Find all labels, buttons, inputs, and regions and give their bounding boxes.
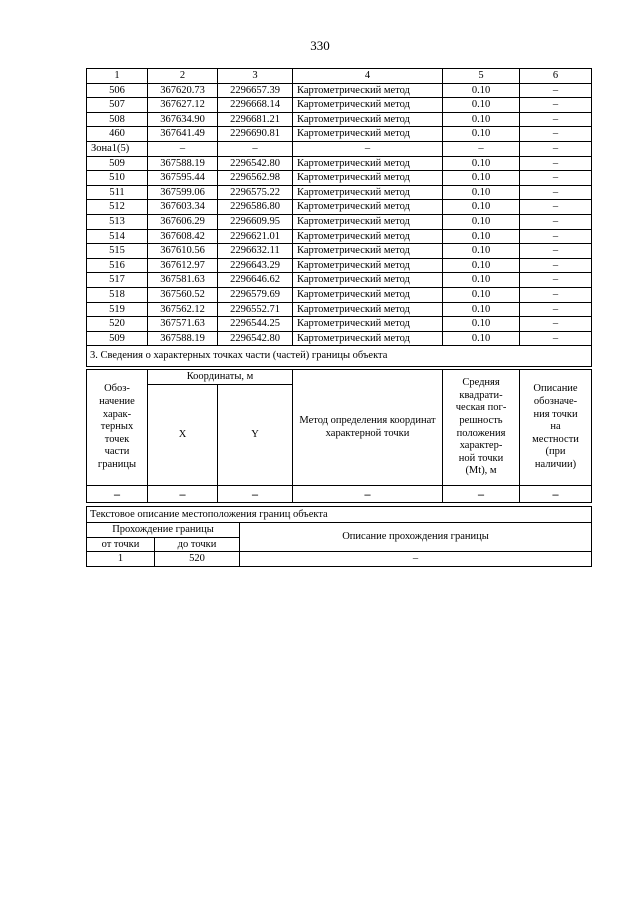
table-cell: 367588.19: [148, 156, 218, 171]
column-header: 3: [218, 69, 293, 84]
table-cell: 367620.73: [148, 83, 218, 98]
table-cell: –: [218, 486, 293, 503]
table-cell: 519: [87, 302, 148, 317]
table-cell: –: [520, 156, 592, 171]
method-header: Метод определения координат характерной точки: [293, 370, 443, 486]
table-cell: Картометрический метод: [293, 200, 443, 215]
table-cell: –: [520, 229, 592, 244]
table-row: [87, 156, 592, 171]
table-cell: Зона1(5): [87, 141, 148, 156]
table-cell: 516: [87, 258, 148, 273]
table-cell: –: [520, 141, 592, 156]
section-3-empty-row: [87, 486, 592, 503]
table-cell: 367562.12: [148, 302, 218, 317]
table-cell: 507: [87, 98, 148, 113]
table-cell: 0.10: [443, 258, 520, 273]
table-cell: –: [520, 486, 592, 503]
table-cell: 367588.19: [148, 331, 218, 346]
table-cell: 2296575.22: [218, 185, 293, 200]
table-cell: 2296690.81: [218, 127, 293, 142]
section-3-table: [86, 369, 592, 503]
table-row: [87, 273, 592, 288]
table-cell: Картометрический метод: [293, 244, 443, 259]
table-cell: 367571.63: [148, 317, 218, 332]
table-cell: 367560.52: [148, 287, 218, 302]
table-cell: 0.10: [443, 156, 520, 171]
table-cell: 367627.12: [148, 98, 218, 113]
table-header-row: [87, 69, 592, 84]
table-cell: 367581.63: [148, 273, 218, 288]
table-cell: Картометрический метод: [293, 83, 443, 98]
table-cell: –: [443, 486, 520, 503]
table-cell: 367641.49: [148, 127, 218, 142]
table-row: [87, 112, 592, 127]
table-cell: 2296544.25: [218, 317, 293, 332]
table-cell: 0.10: [443, 200, 520, 215]
table-row: [87, 83, 592, 98]
table-cell: Картометрический метод: [293, 214, 443, 229]
table-row: [87, 141, 592, 156]
table-cell: 518: [87, 287, 148, 302]
page-number: 330: [310, 38, 330, 53]
column-header: 1: [87, 69, 148, 84]
table-cell: –: [520, 200, 592, 215]
table-row: [87, 127, 592, 142]
table-cell: –: [520, 171, 592, 186]
column-header: 6: [520, 69, 592, 84]
table-cell: 0.10: [443, 185, 520, 200]
table-row: [87, 200, 592, 215]
table-cell: 510: [87, 171, 148, 186]
table-cell: –: [520, 331, 592, 346]
table-cell: 520: [87, 317, 148, 332]
table-cell: –: [520, 302, 592, 317]
text-description-title: Текстовое описание местоположения границ объекта: [87, 507, 592, 523]
table-cell: 0.10: [443, 273, 520, 288]
table-cell: 2296579.69: [218, 287, 293, 302]
table-cell: 367610.56: [148, 244, 218, 259]
table-cell: 367599.06: [148, 185, 218, 200]
table-cell: 0.10: [443, 331, 520, 346]
table-row: [87, 229, 592, 244]
table-cell: –: [520, 258, 592, 273]
table-cell: 0.10: [443, 171, 520, 186]
column-header: 5: [443, 69, 520, 84]
table-row: [87, 185, 592, 200]
table-cell: 2296542.80: [218, 331, 293, 346]
table-cell: 367606.29: [148, 214, 218, 229]
table-cell: 0.10: [443, 127, 520, 142]
table-cell: 509: [87, 331, 148, 346]
table-row: [87, 552, 592, 567]
table-row: [87, 317, 592, 332]
table-cell: 367634.90: [148, 112, 218, 127]
table-cell: 2296681.21: [218, 112, 293, 127]
table-cell: 2296668.14: [218, 98, 293, 113]
table-cell: –: [520, 287, 592, 302]
table-cell: Картометрический метод: [293, 287, 443, 302]
x-header: X: [148, 385, 218, 486]
table-cell: 511: [87, 185, 148, 200]
column-header: 4: [293, 69, 443, 84]
table-cell: –: [148, 486, 218, 503]
description-header: Описание обозначе- ния точки на местности (при наличии): [520, 370, 592, 486]
table-cell: –: [218, 141, 293, 156]
table-cell: 2296562.98: [218, 171, 293, 186]
table-cell: 2296643.29: [218, 258, 293, 273]
table-cell: 2296552.71: [218, 302, 293, 317]
table-row: [87, 258, 592, 273]
table-cell: –: [148, 141, 218, 156]
table-cell: –: [443, 141, 520, 156]
table-cell: Картометрический метод: [293, 229, 443, 244]
table-cell: 513: [87, 214, 148, 229]
table-cell: 0.10: [443, 317, 520, 332]
table-row: [87, 331, 592, 346]
table-cell: 2296646.62: [218, 273, 293, 288]
table-cell: Картометрический метод: [293, 331, 443, 346]
table-cell: 0.10: [443, 302, 520, 317]
table-cell: Картометрический метод: [293, 156, 443, 171]
table-cell: –: [293, 486, 443, 503]
table-cell: 2296609.95: [218, 214, 293, 229]
table-cell: 1: [87, 552, 155, 567]
table-cell: 517: [87, 273, 148, 288]
table-cell: Картометрический метод: [293, 317, 443, 332]
table-cell: –: [520, 83, 592, 98]
y-header: Y: [218, 385, 293, 486]
table-cell: 514: [87, 229, 148, 244]
to-point-header: до точки: [155, 537, 240, 552]
table-row: [87, 287, 592, 302]
table-cell: –: [240, 552, 592, 567]
table-row: [87, 171, 592, 186]
table-cell: 0.10: [443, 244, 520, 259]
passage-description-header: Описание прохождения границы: [240, 523, 592, 552]
table-cell: Картометрический метод: [293, 98, 443, 113]
coordinates-header: Координаты, м: [148, 370, 293, 385]
table-cell: Картометрический метод: [293, 302, 443, 317]
table-cell: 367612.97: [148, 258, 218, 273]
table-cell: 512: [87, 200, 148, 215]
section-3-title: 3. Сведения о характерных точках части (частей) границы объекта: [87, 346, 592, 367]
designation-header: Обоз- начение харак- терных точек части границы: [87, 370, 148, 486]
table-cell: 2296542.80: [218, 156, 293, 171]
table-cell: Картометрический метод: [293, 185, 443, 200]
coordinates-table: [86, 68, 592, 367]
table-cell: 2296621.01: [218, 229, 293, 244]
table-cell: 367608.42: [148, 229, 218, 244]
table-cell: Картометрический метод: [293, 112, 443, 127]
table-cell: –: [87, 486, 148, 503]
table-cell: 2296586.80: [218, 200, 293, 215]
from-point-header: от точки: [87, 537, 155, 552]
accuracy-header: Средняя квадрати- ческая пог- решность положения характер- ной точки (Mt), м: [443, 370, 520, 486]
text-description-table: [86, 506, 592, 567]
table-cell: 0.10: [443, 98, 520, 113]
table-cell: 2296632.11: [218, 244, 293, 259]
table-cell: 0.10: [443, 112, 520, 127]
table-row: [87, 302, 592, 317]
table-cell: Картометрический метод: [293, 127, 443, 142]
table-row: [87, 98, 592, 113]
table-cell: 0.10: [443, 214, 520, 229]
table-cell: 367595.44: [148, 171, 218, 186]
table-cell: 506: [87, 83, 148, 98]
table-cell: –: [520, 98, 592, 113]
table-cell: –: [520, 244, 592, 259]
passage-header: Прохождение границы: [87, 523, 240, 538]
table-cell: 508: [87, 112, 148, 127]
table-cell: –: [520, 273, 592, 288]
table-cell: 0.10: [443, 229, 520, 244]
table-row: [87, 244, 592, 259]
table-cell: Картометрический метод: [293, 273, 443, 288]
table-cell: 460: [87, 127, 148, 142]
table-cell: Картометрический метод: [293, 258, 443, 273]
table-cell: –: [520, 185, 592, 200]
table-cell: 0.10: [443, 287, 520, 302]
table-cell: 520: [155, 552, 240, 567]
table-cell: 367603.34: [148, 200, 218, 215]
table-row: [87, 214, 592, 229]
table-cell: –: [520, 214, 592, 229]
table-cell: –: [520, 317, 592, 332]
table-cell: 509: [87, 156, 148, 171]
table-cell: –: [520, 112, 592, 127]
column-header: 2: [148, 69, 218, 84]
table-cell: –: [520, 127, 592, 142]
table-cell: 2296657.39: [218, 83, 293, 98]
table-cell: Картометрический метод: [293, 171, 443, 186]
table-cell: 515: [87, 244, 148, 259]
table-cell: 0.10: [443, 83, 520, 98]
table-cell: –: [293, 141, 443, 156]
